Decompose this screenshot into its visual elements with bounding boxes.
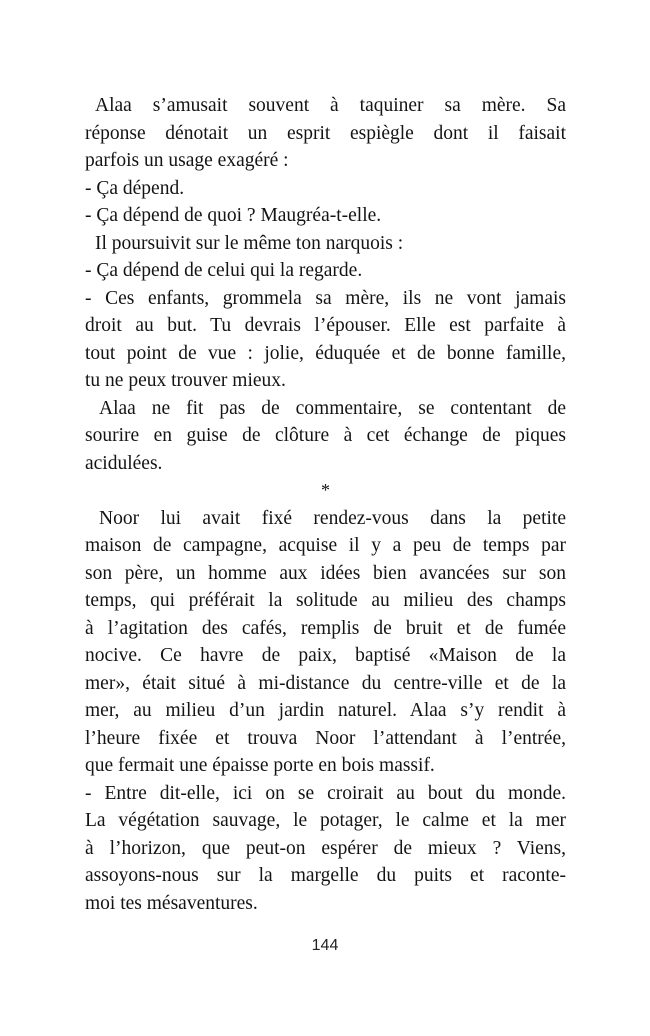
text-line: droit au but. Tu devrais l’épouser. Elle est parfaite à [85,315,566,336]
text-line: acidulées. [85,452,163,474]
text-line: tu ne peux trouver mieux. [85,370,286,391]
text-line: assoyons-nous sur la margelle du puits et raconte- [85,865,566,886]
text-line: à l’agitation des cafés, remplis de bruit et de fumée [85,617,566,639]
text-line: Noor lui avait fixé rendez-vous dans la petite [99,507,566,529]
text-line: que fermait une épaisse porte en bois massif. [85,755,435,776]
text-line: nocive. Ce havre de paix, baptisé «Maison de la [85,645,566,666]
text-line: mer, au milieu d’un jardin naturel. Alaa s’y rendit à [85,700,566,721]
text-line: - Ces enfants, grommela sa mère, ils ne vont jamais [85,287,566,309]
paragraph [85,92,566,175]
text-line: maison de campagne, acquise il y a peu de temps par [85,535,566,556]
text-line: réponse dénotait un esprit espiègle dont il faisait [85,122,566,144]
text-line: tout point de vue : jolie, éduquée et de bonne famille, [85,342,566,364]
text-line: - Ça dépend de celui qui la regarde. [85,260,363,281]
paragraph [85,395,566,478]
text-line: son père, un homme aux idées bien avancées sur son [85,562,566,584]
paragraph [85,257,566,285]
paragraph [85,780,566,918]
book-page-text [85,92,566,917]
text-line: - Ça dépend. [85,177,185,199]
text-line: mer», était situé à mi-distance du centre-ville et de la [85,672,566,694]
text-line: parfois un usage exagéré : [85,150,289,171]
text-line: l’heure fixée et trouva Noor l’attendant à l’entrée, [85,727,566,749]
text-line: moi tes mésaventures. [85,892,258,914]
text-line: - Entre dit-elle, ici on se croirait au bout du monde. [85,782,566,804]
text-line: La végétation sauvage, le potager, le calme et la mer [85,810,566,831]
text-line: - Ça dépend de quoi ? Maugréa-t-elle. [85,205,382,226]
text-line: temps, qui préférait la solitude au milieu des champs [85,590,566,611]
paragraph [85,230,566,258]
paragraph [85,202,566,230]
text-line: à l’horizon, que peut-on espérer de mieux ? Viens, [85,837,566,859]
page-number: 144 [311,937,339,954]
paragraph [85,285,566,395]
paragraph [85,175,566,203]
text-line: Il poursuivit sur le même ton narquois : [95,232,404,254]
text-line: Alaa ne fit pas de commentaire, se contentant de [99,397,566,419]
text-line: Alaa s’amusait souvent à taquiner sa mère. Sa [95,95,566,116]
paragraph [85,505,566,780]
text-line: sourire en guise de clôture à cet échange de piques [85,425,566,446]
section-separator: * [321,480,330,500]
